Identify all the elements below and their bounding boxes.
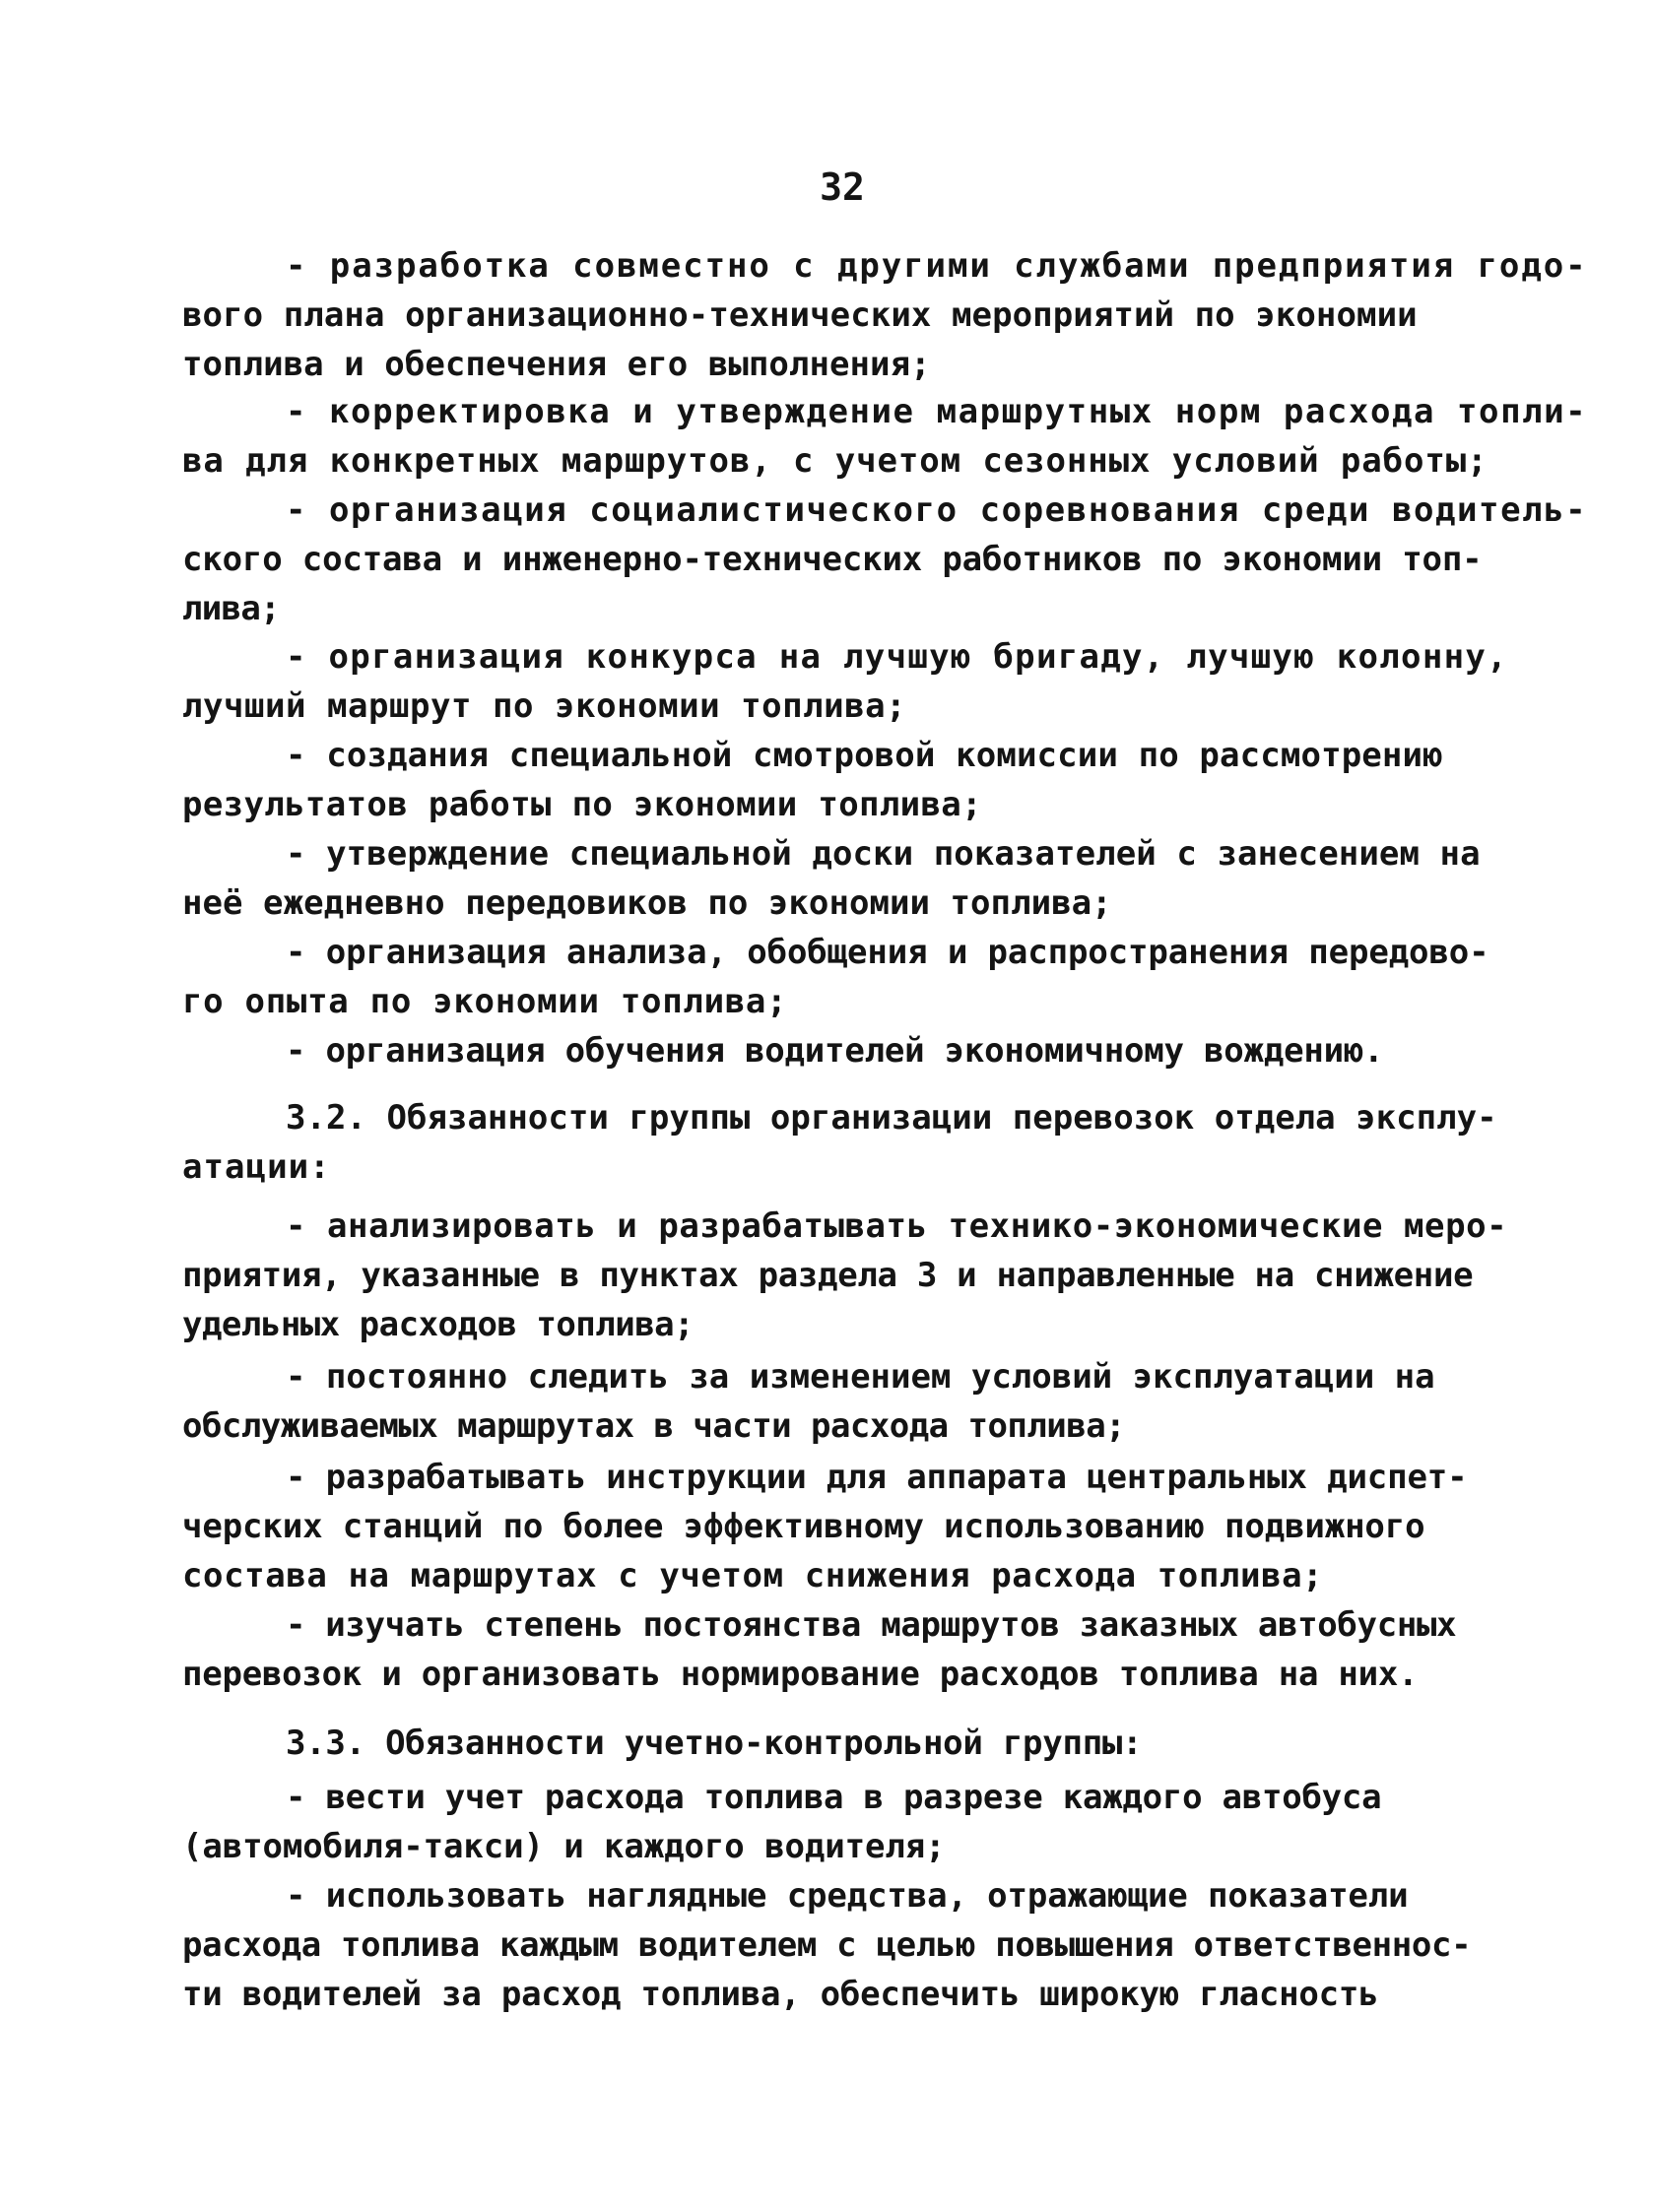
text-line: - организация конкурса на лучшую бригаду, лучшую колонну, [286, 637, 1508, 677]
section-heading-line: 3.2. Обязанности группы организации перевозок отдела эксплу- [286, 1098, 1497, 1138]
text-line: результатов работы по экономии топлива; [182, 785, 982, 824]
text-line: (автомобиля-такси) и каждого водителя; [182, 1827, 946, 1866]
text-line: ва для конкретных маршрутов, с учетом сезонных условий работы; [182, 441, 1489, 481]
text-line: удельных расходов топлива; [182, 1305, 695, 1344]
text-line: - изучать степень постоянства маршрутов заказных автобусных [286, 1605, 1457, 1645]
text-line: - разработка совместно с другими службами предприятия годо- [286, 246, 1588, 286]
text-line: неё ежедневно передовиков по экономии топлива; [182, 883, 1112, 923]
text-line: - организация анализа, обобщения и распространения передово- [286, 933, 1489, 972]
text-line: - создания специальной смотровой комиссии по рассмотрению [286, 736, 1443, 775]
text-line: - разрабатывать инструкции для аппарата центральных диспет- [286, 1458, 1468, 1497]
text-line: расхода топлива каждым водителем с целью повышения ответственнос- [182, 1925, 1472, 1965]
section-heading-line: 3.3. Обязанности учетно-контрольной группы: [286, 1724, 1143, 1763]
text-line: топлива и обеспечения его выполнения; [182, 345, 931, 384]
text-line: го опыта по экономии топлива; [182, 982, 788, 1021]
text-line: приятия, указанные в пунктах раздела 3 и направленные на снижение [182, 1256, 1474, 1295]
text-line: состава на маршрутах с учетом снижения расхода топлива; [182, 1556, 1324, 1595]
text-line: - организация обучения водителей экономичному вождению. [286, 1031, 1384, 1071]
text-line: лучший маршрут по экономии топлива; [182, 686, 907, 726]
text-line: лива; [182, 589, 280, 628]
text-line: обслуживаемых маршрутах в части расхода топлива; [182, 1406, 1126, 1446]
text-line: - утверждение специальной доски показателей с занесением на [286, 834, 1481, 874]
page-number: 32 [820, 165, 865, 209]
text-line: - анализировать и разрабатывать технико-экономические меро- [286, 1206, 1508, 1246]
text-line: - постоянно следить за изменением условий эксплуатации на [286, 1357, 1435, 1397]
text-line: ского состава и инженерно-технических работников по экономии топ- [182, 540, 1483, 579]
section-heading-line: атации: [182, 1147, 331, 1187]
text-line: вого плана организационно-технических мероприятий по экономии [182, 295, 1418, 335]
text-line: перевозок и организовать нормирование расходов топлива на них. [182, 1655, 1419, 1694]
text-line: - использовать наглядные средства, отражающие показатели [286, 1876, 1409, 1916]
text-line: - организация социалистического соревнования среди водитель- [286, 490, 1588, 530]
text-line: черских станций по более эффективному использованию подвижного [182, 1507, 1425, 1546]
text-line: - корректировка и утверждение маршрутных норм расхода топли- [286, 392, 1588, 431]
text-line: - вести учет расхода топлива в разрезе каждого автобуса [286, 1778, 1382, 1817]
text-line: ти водителей за расход топлива, обеспечить широкую гласность [182, 1975, 1379, 2014]
